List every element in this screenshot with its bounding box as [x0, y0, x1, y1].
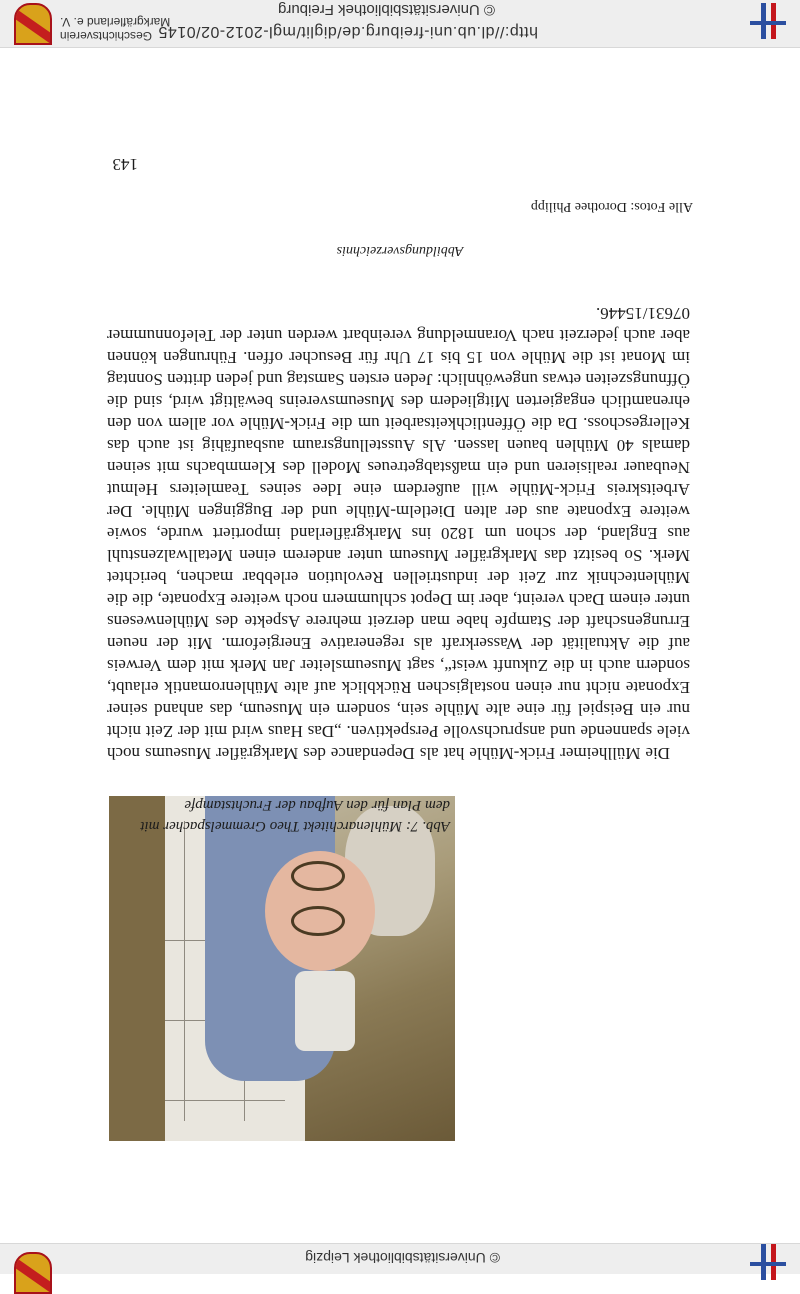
society-crest-icon — [14, 3, 52, 45]
header-bar — [0, 0, 800, 48]
society-name — [60, 15, 170, 43]
footer-copyright: © Universitätsbibliothek Leipzig — [305, 1250, 500, 1266]
table-edge — [109, 796, 165, 1141]
library-logo-icon — [750, 1244, 786, 1280]
header-copyright: © Universitätsbibliothek Freiburg — [278, 1, 495, 18]
library-logo-icon — [750, 3, 786, 39]
society-crest-icon — [14, 1252, 52, 1294]
page-number: 143 — [112, 155, 138, 174]
article-body — [107, 302, 690, 764]
society-name-line: Geschichtsverein — [60, 29, 153, 43]
footer-bar — [0, 1243, 800, 1274]
glasses-lens — [291, 906, 345, 936]
figure-caption: Abb. 7: Mühlenarchitekt Theo Gremmelspacher mit dem Plan für den Aufbau der Fruchtstampfe — [140, 797, 450, 834]
photo-credits: Alle Fotos: Dorothee Philipp — [530, 199, 693, 214]
society-name-line: Markgräflerland e. V. — [60, 15, 171, 29]
article-paragraph: Die Müllheimer Frick-Mühle hat als Dependance des Markgräfler Museums noch viele spannende und anspruchsvolle Perspektiven. „Das Haus wird mit der Zeit nicht nur ein Beispiel für eine alte Mühle sein, sondern ein Museum, das anhand seiner Exponate nicht nur einen nostalgischen Rückblick auf alte Mühlenromantik erlaubt, sondern auch in die Zukunft weist“, sagt Museumsleiter Jan Merk mit dem Verweis auf die Aktualität der Wasserkraft als regenerative Energieform. Mit der neuen Errungenschaft der Stampfe habe man derzeit mehrere Aspekte des Mühlenwesens unter einem Dach vereint, aber im Depot schlummern noch weitere Exponate, die die Mühlentechnik zur Zeit der industriellen Revolution erlebbar machen, berichtet Merk. So besitzt das Markgräfler Museum unter anderem einen Metallwalzenstuhl aus England, der schon um 1820 ins Markgräflerland importiert wurde, sowie weitere Exponate aus der alten Dietlelm-Mühle und der Buggingen Mühle. Der Arbeitskreis Frick-Mühle will außerdem eine Idee seines Teamleiters Helmut Neubauer realisieren und ein maßstabgetreues Modell des Klemmbachs mit seinen damals 40 Mühlen bauen lassen. Als Ausstellungsraum ausbaufähig ist auch das Kellergeschoss. Da die Öffentlichkeitsarbeit um die Frick-Mühle vor allem von den ehrenamtlich engagierten Mitgliedern des Museumsvereins bewältigt wird, sind die Öffnungszeiten etwas ungewöhnlich: Jeden ersten Samstag und jeden dritten Sonntag im Monat ist die Mühle von 15 bis 17 Uhr für Besucher offen. Führungen können aber auch jederzeit nach Voranmeldung vereinbart werden unter der Telefonnummer 07631/15446. — [107, 304, 690, 763]
man-collar — [295, 971, 355, 1051]
section-heading: Abbildungsverzeichnis — [336, 243, 464, 258]
document-url[interactable]: http://dl.ub.uni-freiburg.de/diglit/mgl-2012-02/0145 — [158, 23, 538, 40]
glasses-lens — [291, 861, 345, 891]
figure-photo — [109, 796, 455, 1141]
